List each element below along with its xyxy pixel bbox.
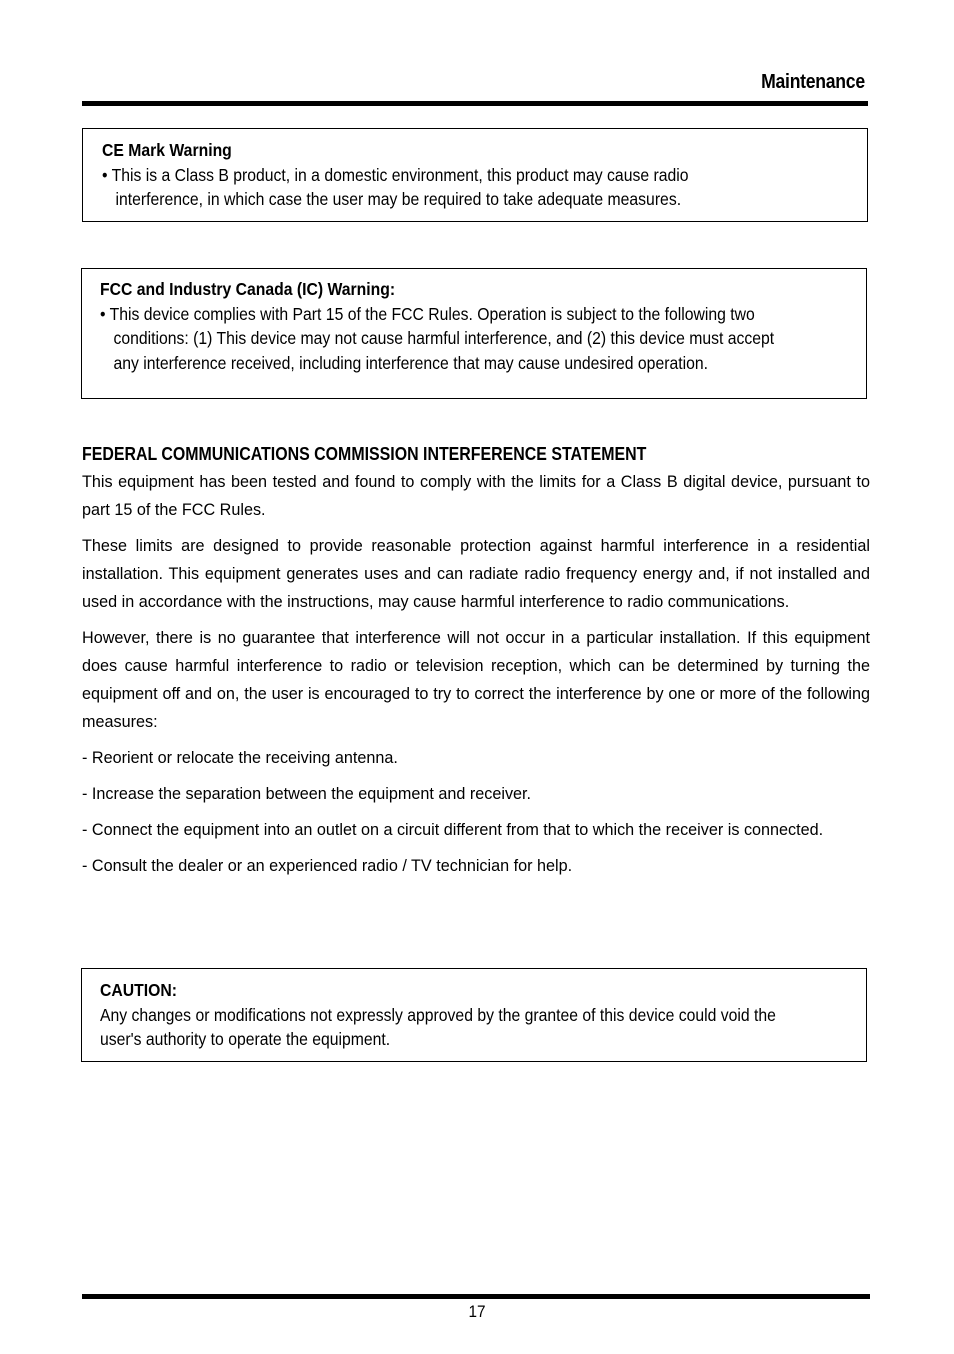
- page-number: 17: [468, 1302, 486, 1321]
- measure-list-item: - Reorient or relocate the receiving antenna.: [82, 749, 398, 767]
- ce-warning-title: CE Mark Warning: [102, 140, 232, 160]
- fcc-ic-warning-box: [81, 268, 867, 399]
- caution-line-2: user's authority to operate the equipment.: [100, 1029, 391, 1049]
- caution-line-1: Any changes or modifications not expressly approved by the grantee of this device could void the: [100, 1004, 776, 1025]
- fcc-statement-paragraph-1: This equipment has been tested and found to comply with the limits for a Class B digital device, pursuant to part 15 of the FCC Rules.: [82, 473, 870, 519]
- fcc-statement-paragraph-3: However, there is no guarantee that interference will not occur in a particular installation. If this equipment does cause harmful interference to radio or television reception, which can be determined by turning the equipment off and on, the user is encouraged to try to correct the interference by one or more of the following measures:: [82, 629, 870, 731]
- page-header-title: Maintenance: [761, 71, 865, 93]
- measure-list-item: - Increase the separation between the equipment and receiver.: [82, 785, 532, 803]
- fcc-statement-paragraph-2: These limits are designed to provide reasonable protection against harmful interference in a residential installation. This equipment generates uses and can radiate radio frequency energy and, if not installed and used in accordance with the instructions, may cause harmful interference to radio communications.: [82, 537, 870, 611]
- fcc-interference-statement: [82, 440, 870, 888]
- fcc-statement-title: FEDERAL COMMUNICATIONS COMMISSION INTERFERENCE STATEMENT: [82, 444, 647, 464]
- footer-rule: [82, 1294, 870, 1299]
- caution-title: CAUTION:: [100, 980, 177, 1000]
- fcc-warning-line-3: any interference received, including interference that may cause undesired operation.: [113, 352, 708, 373]
- fcc-warning-line-1: • This device complies with Part 15 of the FCC Rules. Operation is subject to the following two: [100, 303, 755, 324]
- measure-list-item: - Consult the dealer or an experienced radio / TV technician for help.: [82, 857, 573, 875]
- measure-list-item: - Connect the equipment into an outlet on a circuit different from that to which the receiver is connected.: [82, 821, 824, 839]
- fcc-warning-title: FCC and Industry Canada (IC) Warning:: [100, 279, 396, 299]
- fcc-warning-line-2: conditions: (1) This device may not cause harmful interference, and (2) this device must accept: [113, 328, 775, 348]
- ce-mark-warning-box: [82, 128, 868, 222]
- ce-warning-line-1: • This is a Class B product, in a domestic environment, this product may cause radio: [102, 164, 689, 185]
- header-rule: [82, 101, 868, 106]
- ce-warning-line-2: interference, in which case the user may be required to take adequate measures.: [115, 189, 682, 209]
- caution-box: [81, 968, 867, 1062]
